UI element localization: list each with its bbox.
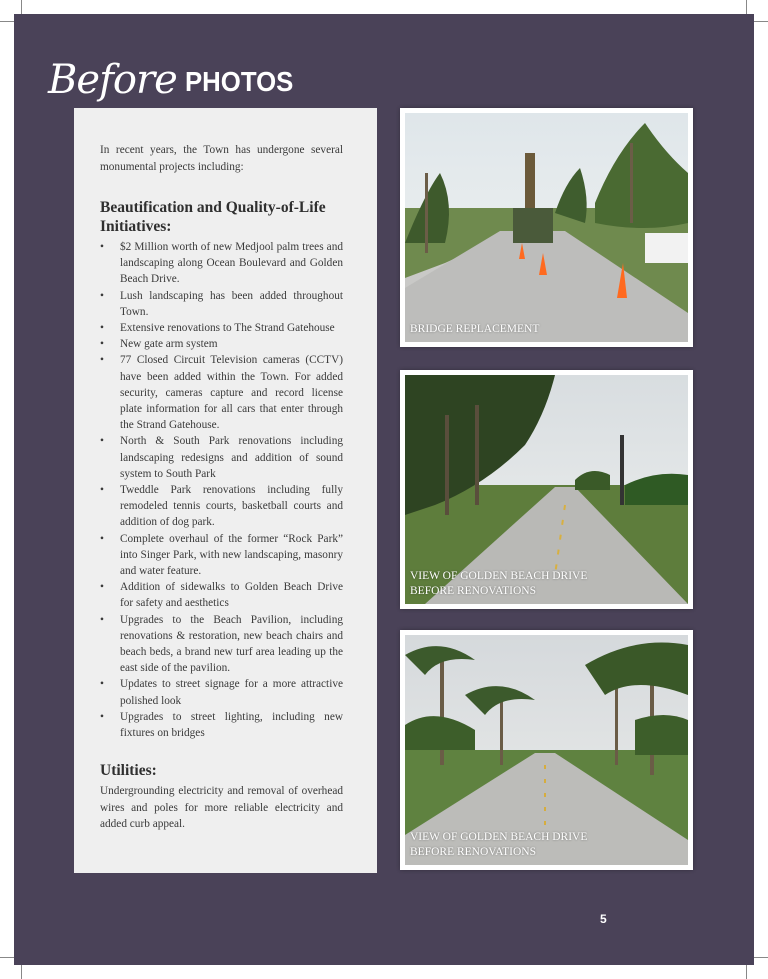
list-item: • Upgrades to street lighting, including new fixtures on bridges: [100, 710, 343, 740]
photo-caption: BRIDGE REPLACEMENT: [410, 323, 540, 335]
page-number: 5: [600, 912, 607, 926]
photo-image: [405, 113, 688, 342]
list-item: • Complete overhaul of the former “Rock Park” into Singer Park, with new landscaping, masonry and water feature.: [100, 532, 343, 578]
photo-golden-beach-drive-1: [400, 370, 693, 609]
title-script: Before: [48, 57, 177, 103]
crop-mark: [0, 957, 14, 958]
list-item: • Upgrades to the Beach Pavilion, including renovations & restoration, new beach chairs and beach beds, a brand new turf area leading up the east side of the pavilion.: [100, 613, 343, 675]
crop-mark: [754, 21, 768, 22]
list-item: • Lush landscaping has been added throughout Town.: [100, 289, 343, 318]
list-item: • Extensive renovations to The Strand Gatehouse: [100, 322, 335, 335]
title-bold: PHOTOS: [184, 66, 294, 97]
utilities-paragraph: Undergrounding electricity and removal of overhead wires and poles for more reliable electricity and added curb appeal.: [100, 785, 343, 831]
crop-mark: [746, 0, 747, 14]
list-item: • Updates to street signage for a more attractive polished look: [100, 678, 343, 707]
crop-mark: [0, 21, 14, 22]
text-panel: [74, 108, 377, 873]
utilities-heading: Utilities:: [100, 762, 157, 780]
crop-mark: [21, 965, 22, 979]
photo-caption: VIEW OF GOLDEN BEACH DRIVE BEFORE RENOVATIONS: [410, 831, 588, 858]
photo-caption: VIEW OF GOLDEN BEACH DRIVE BEFORE RENOVATIONS: [410, 570, 588, 597]
list-item: • Tweddle Park renovations including fully remodeled tennis courts, basketball courts and addition of dog park.: [100, 484, 343, 529]
page-title: [48, 40, 302, 103]
initiatives-list: [100, 239, 343, 741]
photo-golden-beach-drive-2: [400, 630, 693, 870]
crop-mark: [746, 965, 747, 979]
intro-paragraph: In recent years, the Town has undergone several monumental projects including:: [100, 144, 343, 173]
list-item: • $2 Million worth of new Medjool palm trees and landscaping along Ocean Boulevard and Golden Beach Drive.: [100, 241, 343, 286]
list-item: • North & South Park renovations including landscaping redesigns and addition of sound system to South Park: [100, 435, 343, 480]
beautification-heading: Beautification and Quality-of-Life Initiatives:: [100, 199, 326, 235]
list-item: • New gate arm system: [100, 338, 218, 351]
list-item: • Addition of sidewalks to Golden Beach Drive for safety and aesthetics: [100, 581, 343, 610]
photo-bridge-replacement: [400, 108, 693, 347]
crop-mark: [754, 957, 768, 958]
crop-mark: [21, 0, 22, 14]
list-item: • 77 Closed Circuit Television cameras (CCTV) have been added within the Town. For added security, cameras capture and record license plate information for all cars that enter through the Strand Gatehouse.: [100, 354, 343, 432]
